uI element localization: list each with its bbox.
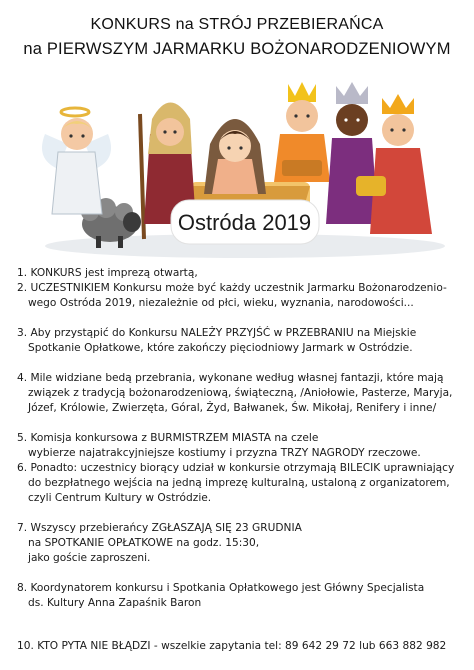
- poster-title-line-1: KONKURS na STRÓJ PRZEBIERAŃCA: [90, 16, 384, 33]
- rule-2-line-2: wego Ostróda 2019, niezależnie od płci, wieku, wyznania, narodowości...: [28, 297, 414, 309]
- rule-item-1: [17, 266, 467, 281]
- rule-4-line-3: Józef, Królowie, Zwierzęta, Góral, Żyd, Bałwanek, Św. Mikołaj, Renifery i inne/: [28, 402, 437, 414]
- mary-figure: [204, 119, 266, 194]
- rule-3-line-1: 3. Aby przystąpić do Konkursu NALEŻY PRZYJŚĆ w PRZEBRANIU na Miejskie: [17, 327, 417, 339]
- rule-6-line-1: 6. Ponadto: uczestnicy biorący udział w konkursie otrzymają BILECIK uprawniający: [17, 462, 455, 474]
- rule-item-6: [17, 461, 467, 506]
- rule-item-8: [17, 581, 467, 611]
- rule-4-line-2: związek z tradycją bożonarodzeniową, świąteczną, /Aniołowie, Pasterze, Maryja,: [28, 387, 453, 399]
- rule-7-line-1: 7. Wszyscy przebierańcy ZGŁASZAJĄ SIĘ 23 GRUDNIA: [17, 522, 302, 534]
- rule-8-line-2: ds. Kultury Anna Zapaśnik Baron: [28, 597, 202, 609]
- rule-item-3: [17, 326, 467, 356]
- rule-2-line-1: 2. UCZESTNIKIEM Konkursu może być każdy uczestnik Jarmarku Bożonarodzenio-: [17, 282, 447, 294]
- king-figure-1: [274, 82, 330, 182]
- rule-4-line-1: 4. Mile widziane bedą przebrania, wykonane według własnej fantazji, które mają: [17, 372, 444, 384]
- rule-3-line-2: Spotkanie Opłatkowe, które zakończy pięciodniowy Jarmark w Ostródzie.: [28, 342, 413, 354]
- rule-7-line-2: na SPOTKANIE OPŁATKOWE na godz. 15:30,: [28, 537, 260, 549]
- rule-6-line-2: do bezpłatnego wejścia na jedną imprezę kulturalną, ustaloną z organizatorem,: [28, 477, 450, 489]
- rule-5-line-2: wybierze najatrakcyjniejsze kostiumy i przyzna TRZY NAGRODY rzeczowe.: [28, 447, 421, 459]
- rules-list: [17, 266, 467, 611]
- king-figure-2: [326, 82, 378, 224]
- illustration-caption: Ostróda 2019: [177, 210, 312, 235]
- rule-item-7: [17, 521, 467, 566]
- angel-figure: [42, 108, 111, 214]
- poster-title-line-2: na PIERWSZYM JARMARKU BOŻONARODZENIOWYM: [23, 40, 451, 58]
- rule-8-line-1: 8. Koordynatorem konkursu i Spotkania Opłatkowego jest Główny Specjalista: [17, 582, 425, 594]
- rule-5-line-1: 5. Komisja konkursowa z BURMISTRZEM MIASTA na czele: [17, 432, 319, 444]
- rule-1-line-1: 1. KONKURS jest imprezą otwartą,: [17, 267, 198, 279]
- rule-item-4: [17, 371, 467, 416]
- rule-6-line-3: czyli Centrum Kultury w Ostródzie.: [28, 492, 212, 504]
- rule-item-5: [17, 431, 467, 461]
- rule-item-10: 10. KTO PYTA NIE BŁĄDZI - wszelkie zapytania tel: 89 642 29 72 lub 663 882 982: [17, 640, 447, 652]
- rule-7-line-3: jako goście zaproszeni.: [28, 552, 151, 564]
- rule-item-2: [17, 281, 467, 311]
